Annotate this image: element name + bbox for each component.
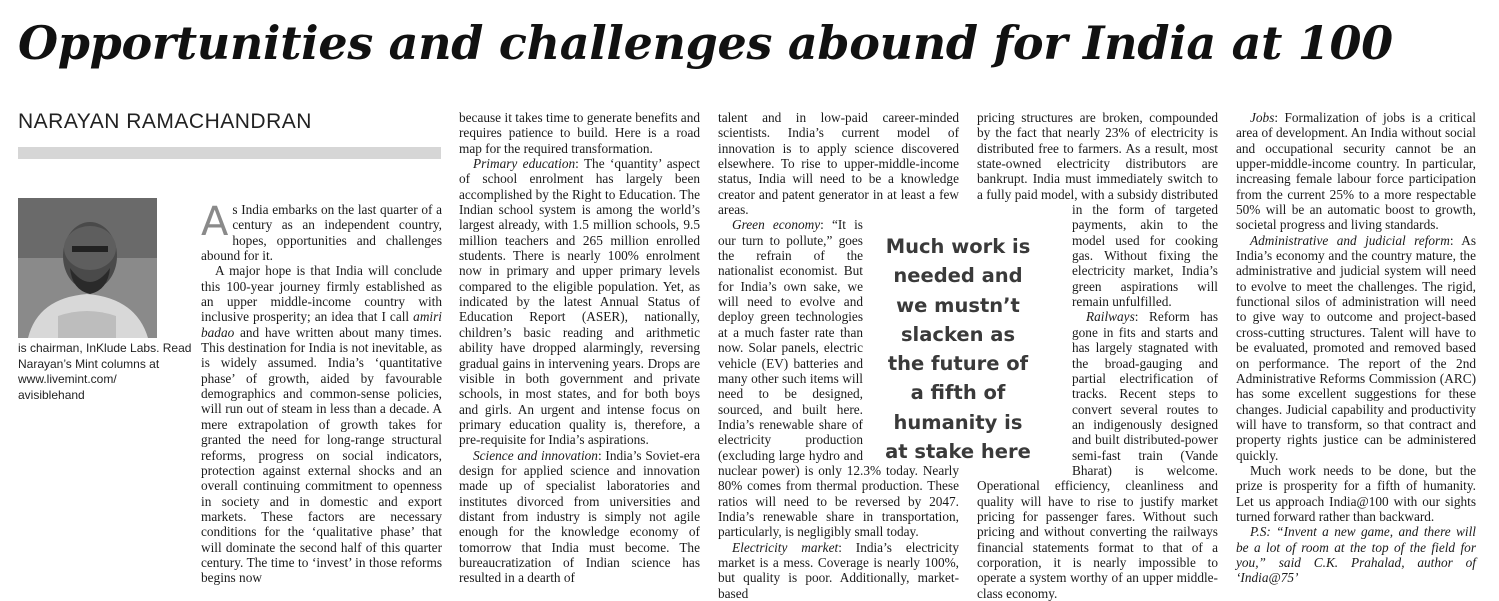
paragraph: because it takes time to generate benefits and requires patience to build. Here is a road map for the required transformation. [459, 110, 700, 156]
paragraph: Jobs: Formalization of jobs is a critical area of development. An India without social and occupational security cannot be an upper-middle-income country. In particular, increasing female labour force participation from the current 25% to a more respectable 50% will be an automatic boost to growth, societal progress and living standards. [1236, 110, 1476, 233]
pull-quote: Much work is needed and we mustn’t slacken as the future of a fifth of humanity is at stake here [885, 235, 1031, 464]
article-column-1 [201, 199, 442, 586]
byline-divider [18, 147, 441, 159]
author-bio [18, 341, 190, 403]
paragraph: Science and innovation: India’s Soviet-era design for applied science and innovation made up of specialist laboratories and institutes divorced from universities and distant from industry is simply not agile enough for the knowledge economy of tomorrow that India must become. The bureaucratization of Indian science has resulted in a dearth of [459, 447, 700, 586]
headline: Opportunities and challenges abound for India at 100 [18, 16, 1393, 70]
author-byline: NARAYAN RAMACHANDRAN [18, 110, 312, 133]
bio-line: Narayan’s Mint columns at [18, 356, 160, 371]
bio-line: is chairman, InKlude Labs. Read [18, 341, 192, 355]
postscript: P.S: “Invent a new game, and there will be a lot of room at the top of the field for you,” said C.K. Prahalad, author of ‘India@75’ [1236, 524, 1476, 586]
paragraph: As India embarks on the last quarter of a century as an independent country, hopes, opportunities and challenges abound for it. [201, 199, 442, 264]
paragraph: Electricity market: India’s electricity market is a mess. Coverage is nearly 100%, but quality is poor. Additionally, market-based [718, 539, 959, 601]
article-column-5 [1236, 110, 1476, 586]
author-photo [18, 198, 157, 338]
paragraph: Green economy: “It is our turn to pollute,” goes the refrain of the nationalist economist. But for India’s own sake, we will need to evolve and deploy green technologies at a much faster rate than now. Solar panels, electric vehicle (EV) batteries and many other such items will need to be designed, sourced, and built here. India’s renewable share of electricity production (excluding large hydro and nuclear power) is only 12.3% today. Nearly 80% comes from thermal production. These ratios will need to be reversed by 2047. India’s renewable share in transportation, particularly, is negligibly small today. [718, 217, 959, 540]
paragraph: Railways: Reform has gone in fits and starts and has largely stagnated with the broad-gauging and partial electrification of tracks. Recent steps to convert several routes to an indigenously designed and built distributed-power semi-fast train (Vande Bharat) is welcome. Operational efficiency, cleanliness and quality will have to rise to justify market pricing for passenger fares. Without such pricing and without converting the railways financial statements format to that of a corporation, it is nearly impossible to operate a system worthy of an upper middle-class economy. [977, 309, 1218, 601]
article-column-2 [459, 110, 700, 586]
paragraph: talent and in low-paid career-minded scientists. India’s current model of innovation is to apply science discovered elsewhere. To rise to upper-middle-income status, India will need to be a knowledge creator and patent generator in at least a few areas. [718, 110, 959, 218]
paragraph: Primary education: The ‘quantity’ aspect of school enrolment has largely been accomplished by the Right to Education. The Indian school system is among the world’s largest already, with 1.5 million schools, 9.5 million teachers and 265 million enrolled students. There is nearly 100% enrolment now in primary and upper primary levels compared to the eligible population. Yet, as indicated by the latest Annual Status of Education Report (ASER), nationally, children’s basic reading and arithmetic ability have dropped alarmingly, reversing gradual gains in intervening years. Drops are visible in both government and private schools, in most states, and for both boys and girls. An urgent and intense focus on primary education quality is, therefore, a pre-requisite for India’s aspirations. [459, 156, 700, 448]
paragraph: Administrative and judicial reform: As India’s economy and the country mature, the administrative and judicial system will need to evolve to meet the challenges. The rigid, functional silos of administration will need to give way to outcome and project-based cross-cutting structures. Talent will have to be evaluated, promoted and removed based on performance. The report of the 2nd Administrative Reforms Commission (ARC) has some excellent suggestions for these changes. Judicial capability and productivity will have to transform, so that contract and property rights justice can be administered quickly. [1236, 232, 1477, 463]
paragraph: pricing structures are broken, compounded by the fact that nearly 23% of electricity is distributed free to farmers. As a result, most state-owned electricity distributors are bankrupt. India must immediately switch to a fully paid model, with a subsidy distributed in the form of targeted payments, akin to the model used for cooking gas. Without fixing the electricity market, India’s green aspirations will remain unfulfilled. [977, 110, 1218, 310]
paragraph: A major hope is that India will conclude this 100-year journey firmly established as an upper middle-income country with inclusive prosperity; an idea that I call amiri badao and have written about many times. This destination for India is not inevitable, as is widely assumed. India’s ‘quantitative phase’ of growth, aided by favourable demographics and common-sense policies, will run out of steam in less than a decade. A mere extrapolation of growth takes for granted the need for long-range structural reforms, progress on social indicators, protection against external shocks and an overall continuing commitment to openness in society and in domestic and export markets. These factors are necessary conditions for the ‘qualitative phase’ that will dominate the second half of this quarter century. The time to ‘invest’ in those reforms begins now [201, 263, 442, 586]
paragraph: Much work needs to be done, but the prize is prosperity for a fifth of humanity. Let us approach India@100 with our sights turned forward rather than backward. [1236, 462, 1476, 524]
bio-line: avisiblehand [18, 387, 85, 402]
bio-line: www.livemint.com/ [18, 372, 117, 386]
drop-cap: A [201, 199, 229, 245]
